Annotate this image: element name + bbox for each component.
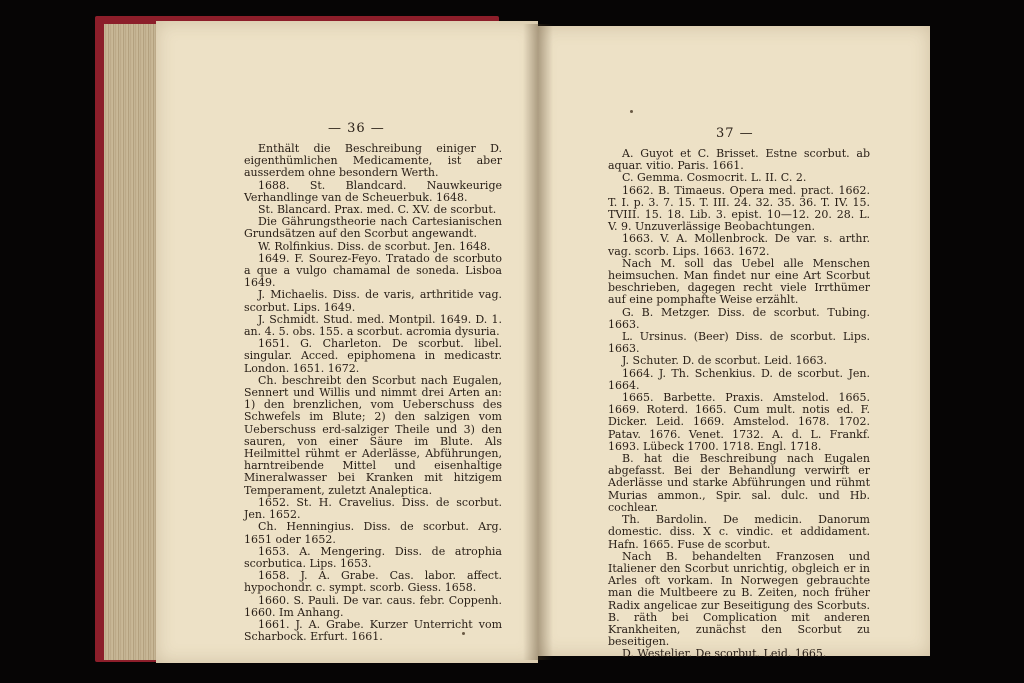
paragraph: J. Schmidt. Stud. med. Montpil. 1649. D. 1. an. 4. 5. obs. 155. a scorbut. acromia dysuria. [244,312,502,339]
paragraph: Nach M. soll das Uebel alle Menschen heimsuchen. Man findet nur eine Art Scorbut beschrieben, dagegen recht viele Irrthümer auf eine pomphafte Weise erzählt. [608,256,870,307]
page-number: 37 — [716,126,754,141]
paragraph: D. Westelier. De scorbut. Leid. 1665. [622,647,827,661]
page-edges [104,24,160,660]
paragraph: 1663. V. A. Mollenbrock. De var. s. arthr. vag. scorb. Lips. 1663. 1672. [608,232,870,258]
paragraph: A. Guyot et C. Brisset. Estne scorbut. ab aquar. vitio. Paris. 1661. [608,147,870,173]
book-gutter [523,24,553,660]
paragraph: 1652. St. H. Cravelius. Diss. de scorbut. Jen. 1652. [244,495,502,522]
paragraph: Nach B. behandelten Franzosen und Italiener den Scorbut unrichtig, obgleich er in Arles oft vorkam. In Norwegen gebrauchte man die Multbeere zu B. Zeiten, noch früher Radix angelicae zur Beseitigung des Scorbuts. B. räth bei Complication mit anderen Krankheiten, zunächst den Scorbut zu beseitigen. [608,549,870,649]
paragraph: J. Schuter. D. de scorbut. Leid. 1663. [622,354,827,368]
paragraph: B. hat die Beschreibung nach Eugalen abgefasst. Bei der Behandlung verwirft er Aderlässe und starke Abführungen und rühmt Murias ammon., Spir. sal. dulc. und Hb. cochlear. [608,452,870,514]
right-page [538,26,930,661]
paragraph: W. Rolfinkius. Diss. de scorbut. Jen. 1648. [258,239,491,253]
page-text [244,143,502,643]
paragraph: 1658. J. A. Grabe. Cas. labor. affect. hypochondr. c. sympt. scorb. Giess. 1658. [244,569,502,595]
paragraph: St. Blancard. Prax. med. C. XV. de scorbut. [258,203,497,217]
paragraph: L. Ursinus. (Beer) Diss. de scorbut. Lips. 1663. [608,330,870,356]
left-page [156,21,538,663]
paper-speck [630,110,633,113]
paragraph: 1660. S. Pauli. De var. caus. febr. Coppenh. 1660. Im Anhang. [244,593,502,619]
paragraph: J. Michaelis. Diss. de varis, arthritide vag. scorbut. Lips. 1649. [244,288,502,314]
paragraph: 1688. St. Blandcard. Nauwkeurige Verhandlinge van de Scheuerbuk. 1648. [244,178,502,204]
paragraph: 1649. F. Sourez-Feyo. Tratado de scorbuto a que a vulgo chamamal de soneda. Lisboa 1649. [244,251,502,290]
paragraph: C. Gemma. Cosmocrit. L. II. C. 2. [622,171,807,185]
paragraph: 1664. J. Th. Schenkius. D. de scorbut. Jen. 1664. [608,366,870,392]
paragraph: 1651. G. Charleton. De scorbut. libel. singular. Acced. epiphomena in medicastr. London. 1651. 1672. [244,337,502,375]
paragraph: 1661. J. A. Grabe. Kurzer Unterricht vom Scharbock. Erfurt. 1661. [244,617,502,644]
paragraph: Ch. Henningius. Diss. de scorbut. Arg. 1651 oder 1652. [244,520,502,546]
paragraph: 1653. A. Mengering. Diss. de atrophia scorbutica. Lips. 1653. [244,544,502,570]
paragraph: Ch. beschreibt den Scorbut nach Eugalen, Sennert und Willis und nimmt drei Arten an: 1) den brenzlichen, vom Ueberschuss des Schwefels im Blute; 2) den salzigen vom Ueberschuss erd-salziger Theile und 3) den sauren, von einer Säure im Blute. Als Heilmittel rühmt er Aderlässe, Abführungen, harntreibende Mittel und eisenhaltige Mineralwasser bei Kranken mit hitzigem Temperament, zuletzt Analeptica. [244,373,502,497]
paragraph: Th. Bardolin. De medicin. Danorum domestic. diss. X c. vindic. et addidament. Hafn. 1665. Fuse de scorbut. [608,513,870,551]
paragraph: 1665. Barbette. Praxis. Amstelod. 1665. 1669. Roterd. 1665. Cum mult. notis ed. F. Dicker. Leid. 1669. Amstelod. 1678. 1702. Patav. 1676. Venet. 1732. A. d. L. Frankf. 1693. Lübeck 1700. 1718. Engl. 1718. [608,391,870,453]
paragraph: Enthält die Beschreibung einiger D. eigenthümlichen Medicamente, ist aber ausserdem ohne besondern Werth. [244,142,502,180]
paragraph: G. B. Metzger. Diss. de scorbut. Tubing. 1663. [608,305,870,331]
paper-speck [462,632,465,635]
paragraph: Die Gährungstheorie nach Cartesianischen Grundsätzen auf den Scorbut angewandt. [244,215,502,241]
page-text [608,148,870,661]
paragraph: 1662. B. Timaeus. Opera med. pract. 1662. T. I. p. 3. 7. 15. T. III. 24. 32. 35. 36. T. IV. 15. TVIII. 15. 18. Lib. 3. epist. 10—12. 20. 28. L. V. 9. Unzuverlässige Beobachtungen. [608,183,870,234]
page-number: — 36 — [328,121,385,136]
